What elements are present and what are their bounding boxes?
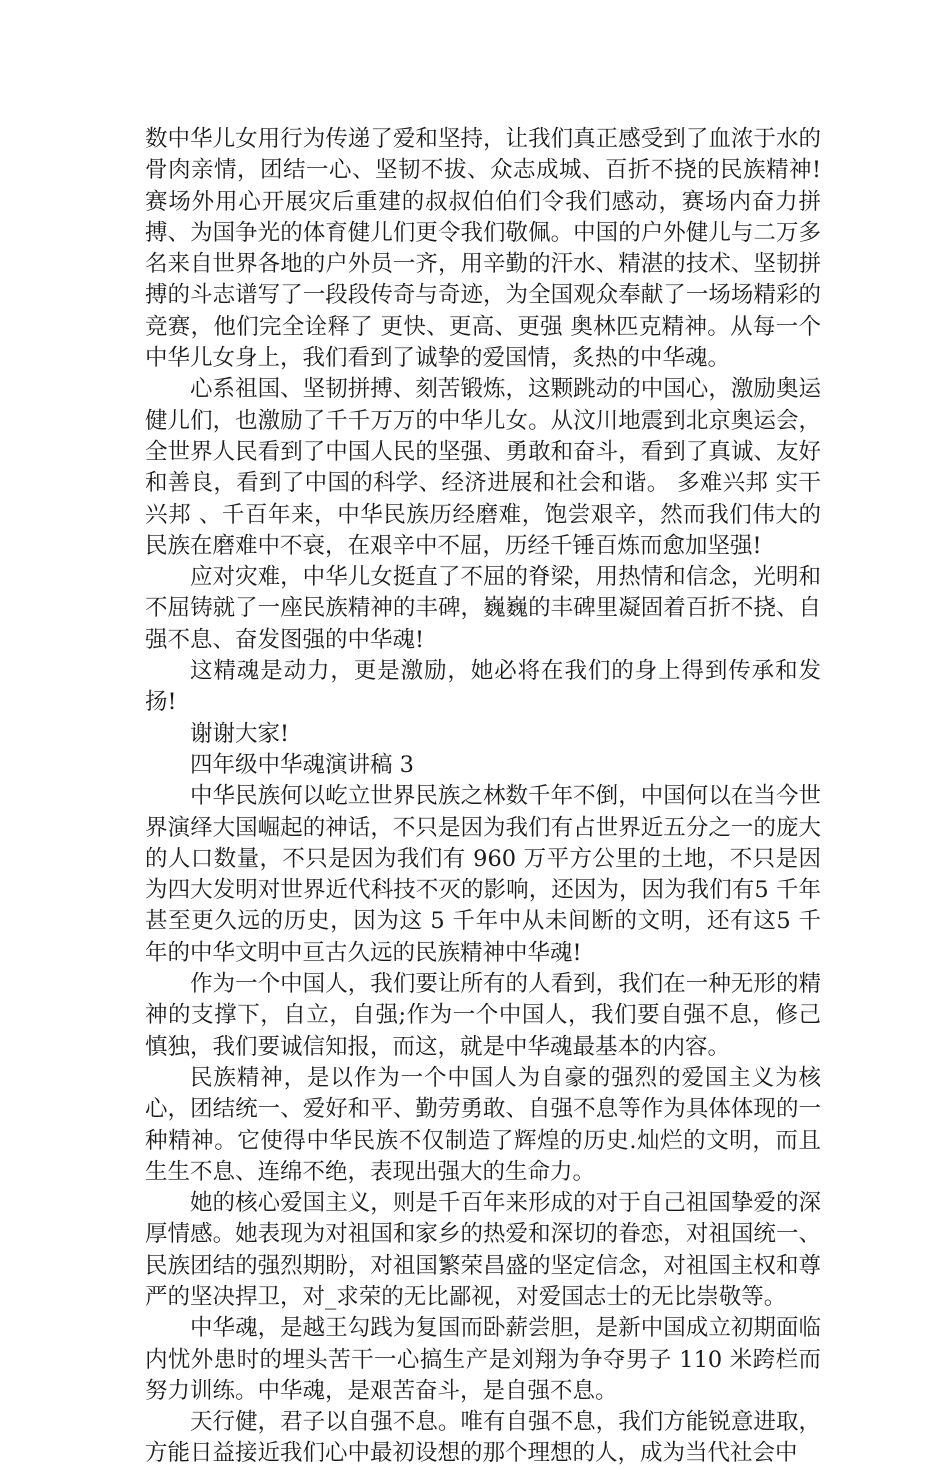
paragraph-thanks: 谢谢大家! [190, 720, 290, 747]
paragraph-1: 数中华儿女用行为传递了爱和坚持，让我们真正感受到了血浓于水的骨肉亲情，团结一心、坚韧不拔、众志成城、百折不挠的民族精神!赛场外用心开展灾后重建的叔叔伯伯们令我们感动，赛场内奋力拼搏、为国争光的体育健儿们更令我们敬佩。中国的户外健儿与二万多名来自世界各地的户外员一齐，用辛勤的汗水、精湛的技术、坚韧拼搏的斗志谱写了一段段传奇与奇迹，为全国观众奉献了一场场精彩的竞赛，他们完全诠释了 更快、更高、更强 奥林匹克精神。从每一个中华儿女身上，我们看到了诚挚的爱国情，炙热的中华魂。 [145, 126, 821, 372]
paragraph-2: 心系祖国、坚韧拼搏、刻苦锻炼，这颗跳动的中国心，激励奥运健儿们，也激励了千千万万的中华儿女。从汶川地震到北京奥运会，全世界人民看到了中国人民的坚强、勇敢和奋斗，看到了真诚、友好和善良，看到了中国的科学、经济进展和社会和谐。 多难兴邦 实干兴邦 、千百年来，中华民族历经磨难，饱尝艰辛，然而我们伟大的民族在磨难中不衰，在艰辛中不屈，历经千锤百炼而愈加坚强! [145, 376, 821, 559]
paragraph-9: 中华魂，是越王勾践为复国而卧薪尝胆，是新中国成立初期面临内忧外患时的埋头苦干一心搞生产是刘翔为争夺男子 110 米跨栏而努力训练。中华魂，是艰苦奋斗，是自强不息。 [145, 1315, 821, 1404]
document-body [145, 124, 821, 1470]
paragraph-4: 这精魂是动力，更是激励，她必将在我们的身上得到传承和发扬! [145, 658, 821, 716]
paragraph-10: 天行健，君子以自强不息。唯有自强不息，我们方能锐意进取，方能日益接近我们心中最初设想的那个理想的人，成为当代社会中 [145, 1409, 821, 1467]
paragraph-3: 应对灾难，中华儿女挺直了不屈的脊梁，用热情和信念，光明和不屈铸就了一座民族精神的丰碑，巍巍的丰碑里凝固着百折不挠、自强不息、奋发图强的中华魂! [145, 564, 821, 653]
paragraph-8: 她的核心爱国主义，则是千百年来形成的对于自己祖国挚爱的深厚情感。她表现为对祖国和家乡的热爱和深切的眷恋，对祖国统一、民族团结的强烈期盼，对祖国繁荣昌盛的坚定信念，对祖国主权和尊严的坚决捍卫，对_求荣的无比鄙视，对爱国志士的无比崇敬等。 [145, 1190, 821, 1310]
paragraph-6: 作为一个中国人，我们要让所有的人看到，我们在一种无形的精神的支撑下，自立，自强;作为一个中国人，我们要自强不息，修己慎独，我们要诚信知报，而这，就是中华魂最基本的内容。 [145, 971, 821, 1060]
section-title: 四年级中华魂演讲稿 3 [190, 751, 414, 778]
paragraph-5: 中华民族何以屹立世界民族之林数千年不倒，中国何以在当今世界演绎大国崛起的神话，不只是因为我们有占世界近五分之一的庞大的人口数量，不只是因为我们有 960 万平方公里的土地，不只是因为四大发明对世界近代科技不灭的影响，还因为，因为我们有5 千年甚至更久远的历史，因为这 5 千年中从未间断的文明，还有这5 千年的中华文明中亘古久远的民族精神中华魂! [145, 783, 821, 966]
paragraph-7: 民族精神，是以作为一个中国人为自豪的强烈的爱国主义为核心，团结统一、爱好和平、勤劳勇敢、自强不息等作为具体体现的一种精神。它使得中华民族不仅制造了辉煌的历史.灿烂的文明，而且生生不息、连绵不绝，表现出强大的生命力。 [145, 1064, 821, 1185]
